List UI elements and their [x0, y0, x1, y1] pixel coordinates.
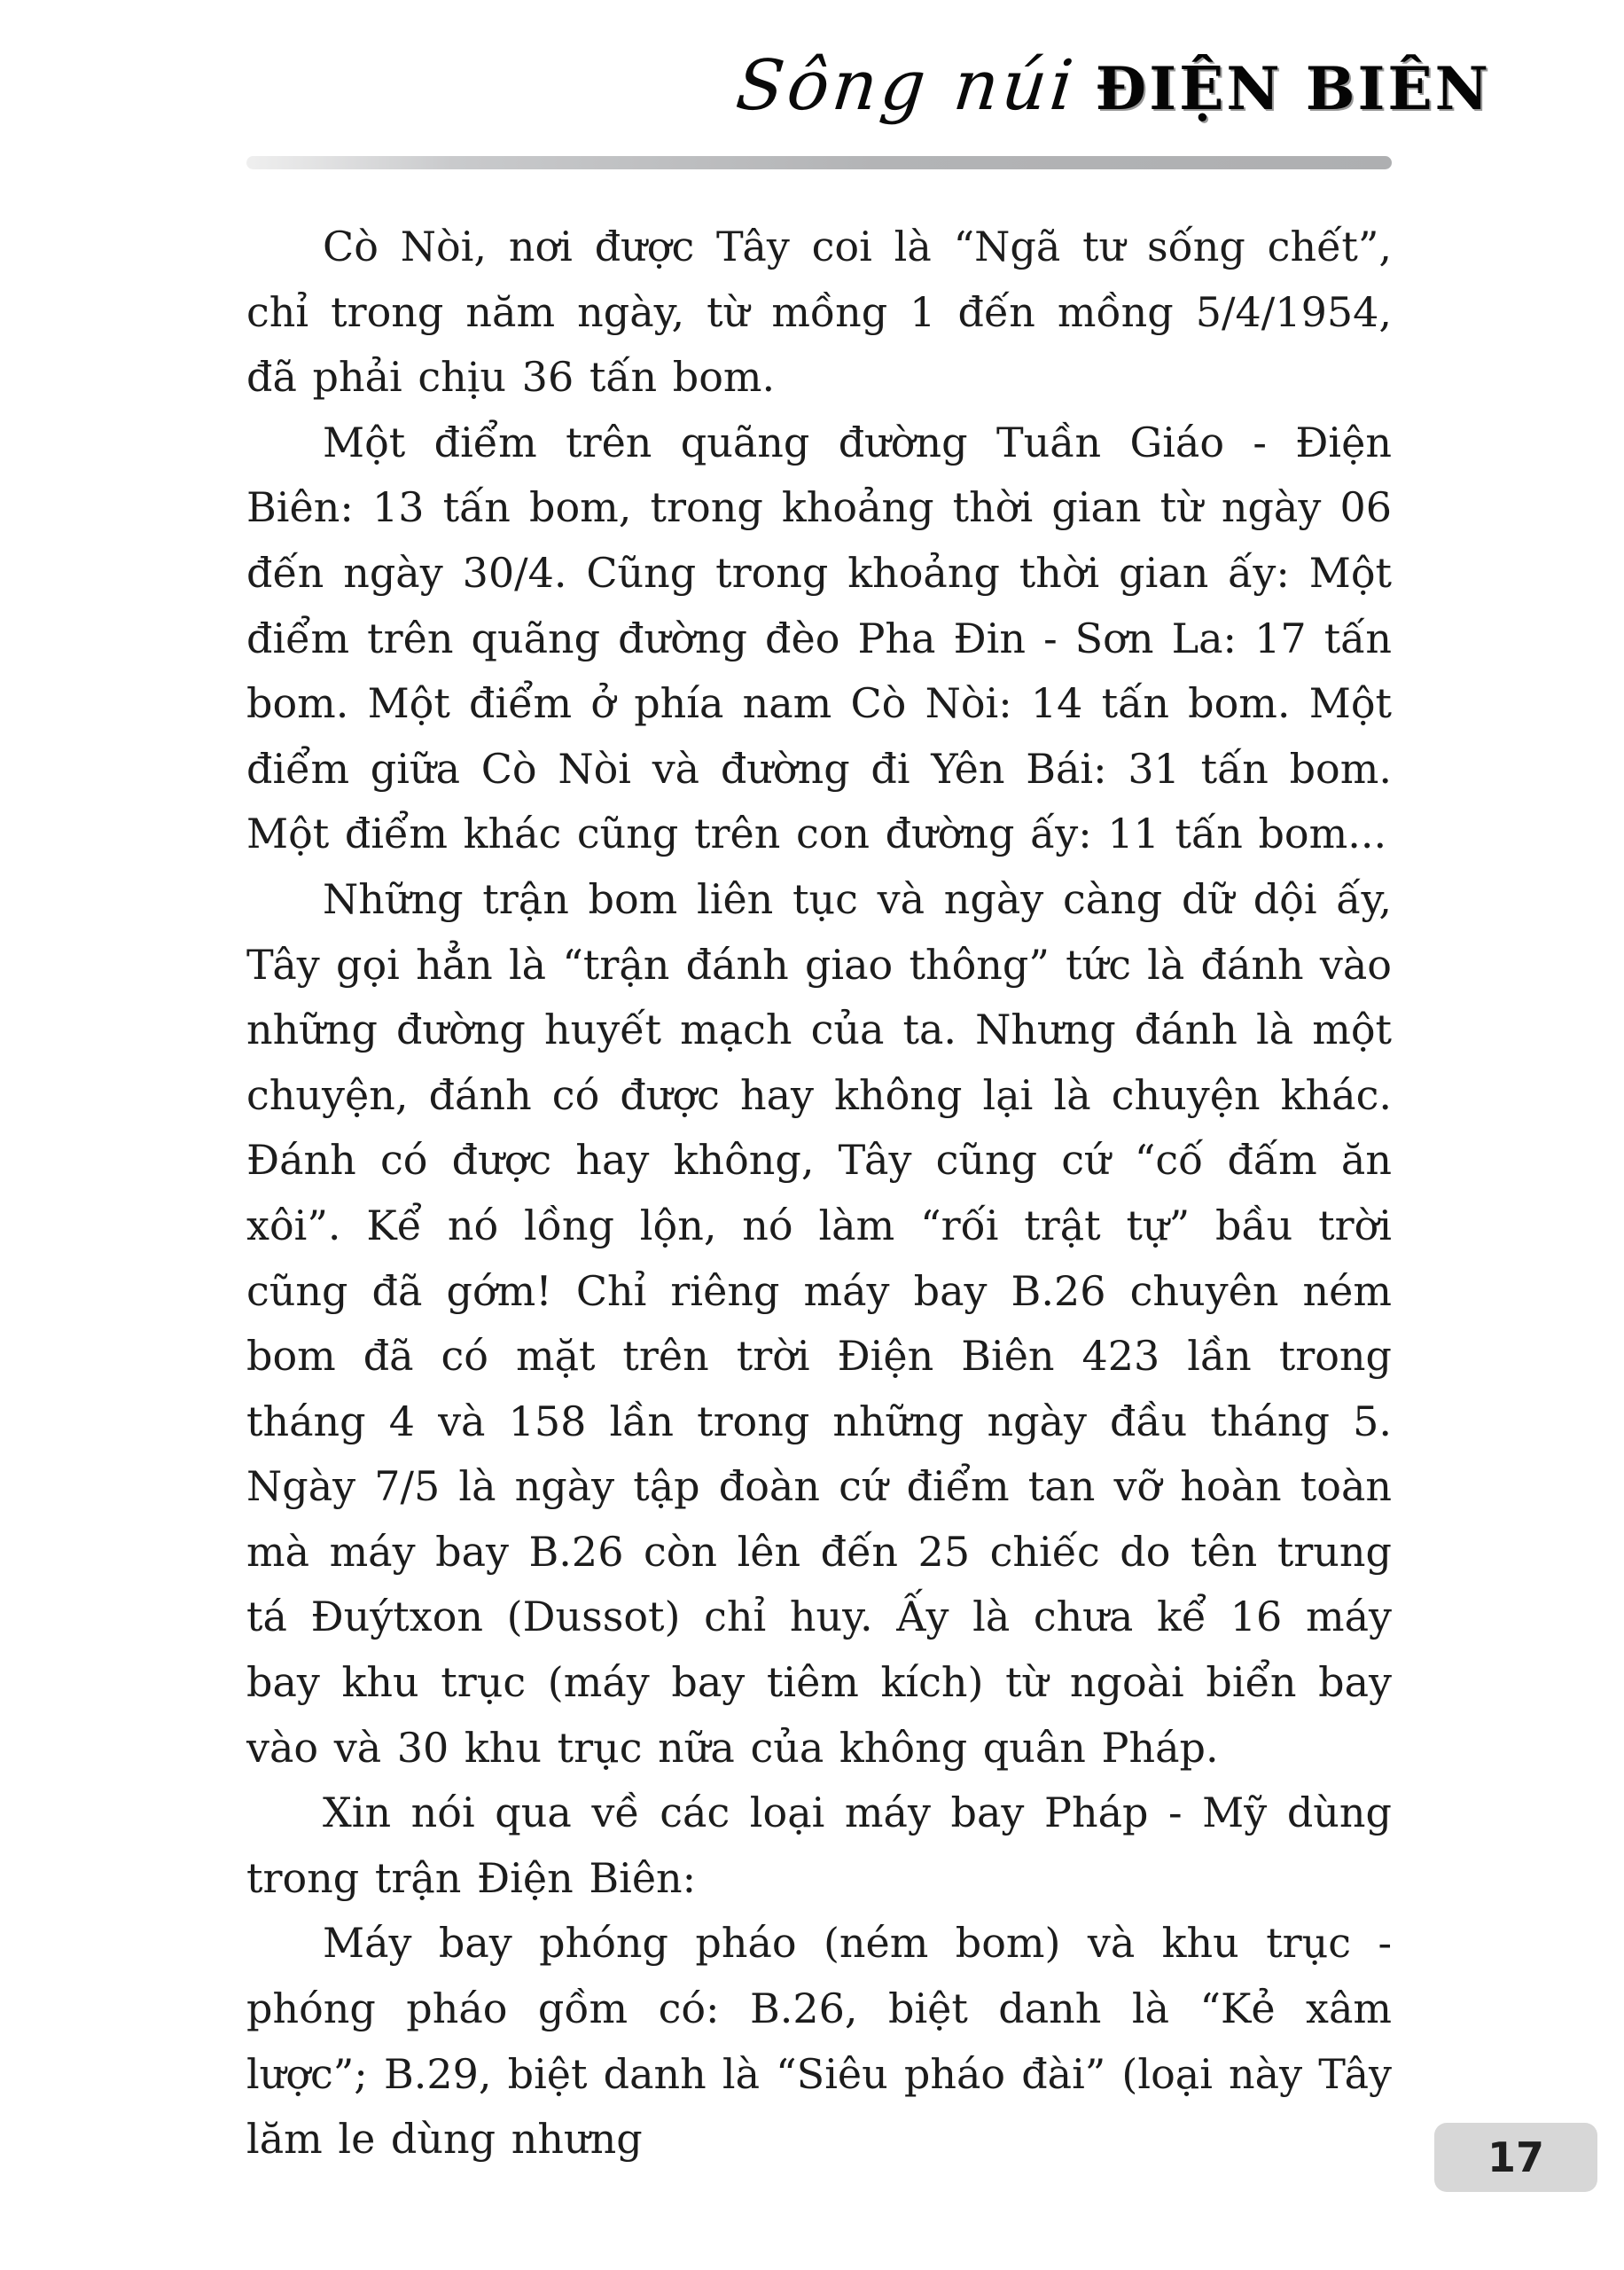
page-number-badge — [1434, 2123, 1597, 2192]
paragraph: Những trận bom liên tục và ngày càng dữ dội ấy, Tây gọi hẳn là “trận đánh giao thông” tức là đánh vào những đường huyết mạch của ta. Nhưng đánh là một chuyện, đánh có được hay không lại là chuyện khác. Đánh có được hay không, Tây cũng cứ “cố đấm ăn xôi”. Kể nó lồng lộn, nó làm “rối trật tự” bầu trời cũng đã gớm! Chỉ riêng máy bay B.26 chuyên ném bom đã có mặt trên trời Điện Biên 423 lần trong tháng 4 và 158 lần trong những ngày đầu tháng 5. Ngày 7/5 là ngày tập đoàn cứ điểm tan vỡ hoàn toàn mà máy bay B.26 còn lên đến 25 chiếc do tên trung tá Đuýtxon (Dussot) chỉ huy. Ấy là chưa kể 16 máy bay khu trục (máy bay tiêm kích) từ ngoài biển bay vào và 30 khu trục nữa của không quân Pháp. — [246, 874, 1392, 1772]
paragraph: Xin nói qua về các loại máy bay Pháp - Mỹ dùng trong trận Điện Biên: — [246, 1789, 1392, 1902]
page-header — [246, 46, 1491, 126]
paragraph: Cò Nòi, nơi được Tây coi là “Ngã tư sống chết”, chỉ trong năm ngày, từ mồng 1 đến mồng 5/4/1954, đã phải chịu 36 tấn bom. — [246, 223, 1392, 402]
header-divider-rule — [246, 156, 1392, 169]
body-text — [246, 215, 1392, 2172]
page-number: 17 — [1487, 2133, 1544, 2181]
book-title-script: Sông núi — [732, 46, 1081, 126]
paragraph: Máy bay phóng pháo (ném bom) và khu trục - phóng pháo gồm có: B.26, biệt danh là “Kẻ xâm lược”; B.29, biệt danh là “Siêu pháo đài” (loại này Tây lăm le dùng nhưng — [246, 1919, 1392, 2164]
paragraph: Một điểm trên quãng đường Tuần Giáo - Điện Biên: 13 tấn bom, trong khoảng thời gian từ ngày 06 đến ngày 30/4. Cũng trong khoảng thời gian ấy: Một điểm trên quãng đường đèo Pha Đin - Sơn La: 17 tấn bom. Một điểm ở phía nam Cò Nòi: 14 tấn bom. Một điểm giữa Cò Nòi và đường đi Yên Bái: 31 tấn bom. Một điểm khác cũng trên con đường ấy: 11 tấn bom... — [246, 418, 1392, 858]
book-title-display: ĐIỆN BIÊN — [1095, 54, 1491, 123]
